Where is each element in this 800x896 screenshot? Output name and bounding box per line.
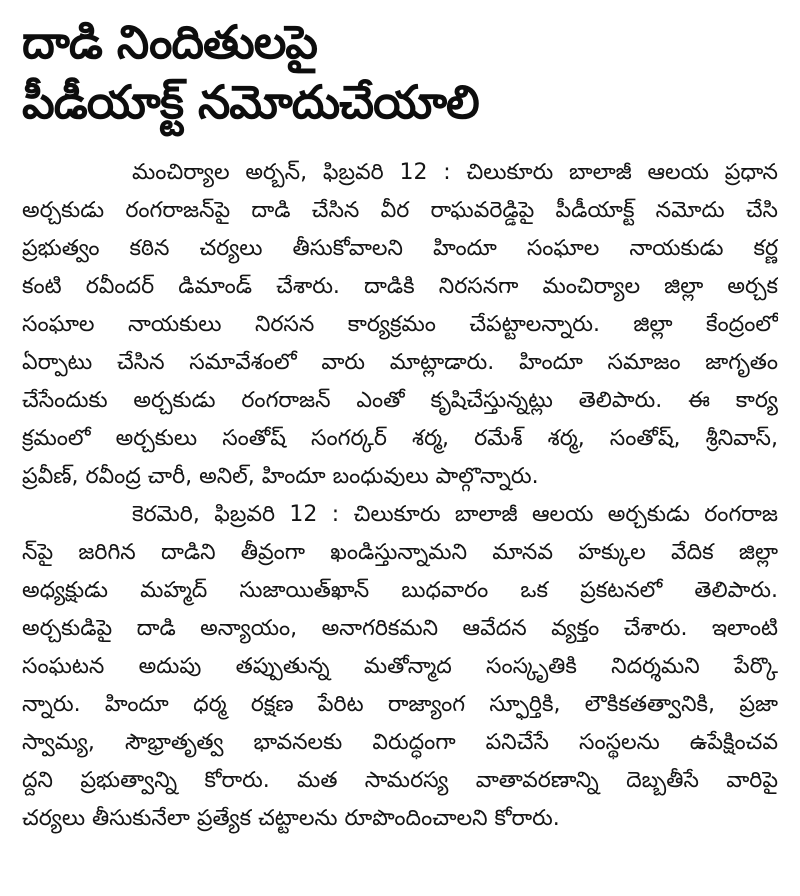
text-line: అధ్యక్షుడు మహ్మద్ సుజాయిత్‌ఖాన్ బుధవారం ఒక ప్రకటనలో తెలిపారు. <box>22 578 778 603</box>
news-article <box>22 12 778 838</box>
text-line: సంఘాల నాయకులు నిరసన కార్యక్రమం చేపట్టాలన్నారు. జిల్లా కేంద్రంలో <box>22 312 778 337</box>
paragraph-kerameri <box>22 496 778 838</box>
text-line: ఏర్పాటు చేసిన సమావేశంలో వారు మాట్లాడారు. హిందూ సమాజం జాగృతం <box>22 350 778 375</box>
headline-line: దాడి నిందితులపై <box>22 15 318 69</box>
text-line: ద్దని ప్రభుత్వాన్ని కోరారు. మత సామరస్య వాతావరణాన్ని దెబ్బతీసే వారిపై <box>22 768 778 793</box>
text-line: క్రమంలో అర్చకులు సంతోష్ సంగర్కర్ శర్మ, రమేశ్ శర్మ, సంతోష్, శ్రీనివాస్, <box>22 426 778 451</box>
text-line: అర్చకుడు రంగరాజన్‌పై దాడి చేసిన వీర రాఘవరెడ్డిపై పీడీయాక్ట్ నమోదు చేసి <box>22 198 778 223</box>
text-line: అర్చకుడిపై దాడి అన్యాయం, అనాగరికమని ఆవేదన వ్యక్తం చేశారు. ఇలాంటి <box>22 616 778 641</box>
text-line: చర్యలు తీసుకునేలా ప్రత్యేక చట్టాలను రూపొందించాలని కోరారు. <box>22 806 560 831</box>
text-line: న్‌పై జరిగిన దాడిని తీవ్రంగా ఖండిస్తున్నామని మానవ హక్కుల వేదిక జిల్లా <box>22 540 778 565</box>
text-line: మంచిర్యాల అర్బన్, ఫిబ్రవరి 12 : చిలుకూరు బాలాజీ ఆలయ ప్రధాన <box>132 160 778 185</box>
text-line: చేసేందుకు అర్చకుడు రంగరాజన్ ఎంతో కృషిచేస్తున్నట్లు తెలిపారు. ఈ కార్య <box>22 388 778 413</box>
text-line: సంఘటన అదుపు తప్పుతున్న మతోన్మాద సంస్కృతికి నిదర్శమని పేర్కొ <box>22 654 778 679</box>
text-line: స్వామ్య, సౌభ్రాతృత్వ భావనలకు విరుద్ధంగా పనిచేసే సంస్థలను ఉపేక్షించవ <box>22 730 778 755</box>
text-line: కంటి రవీందర్ డిమాండ్ చేశారు. దాడికి నిరసనగా మంచిర్యాల జిల్లా అర్చక <box>22 274 778 299</box>
text-line: ప్రభుత్వం కఠిన చర్యలు తీసుకోవాలని హిందూ సంఘాల నాయకుడు కర్ణ <box>22 236 778 261</box>
text-line: న్నారు. హిందూ ధర్మ రక్షణ పేరిట రాజ్యాంగ స్ఫూర్తికి, లౌకికతత్వానికి, ప్రజా <box>22 692 778 717</box>
article-body <box>22 154 778 838</box>
text-line: ప్రవీణ్, రవీంద్ర చారీ, అనిల్, హిందూ బంధువులు పాల్గొన్నారు. <box>22 464 539 489</box>
text-line: కెరమెరి, ఫిబ్రవరి 12 : చిలుకూరు బాలాజీ ఆలయ అర్చకుడు రంగరాజ <box>132 502 778 527</box>
headline <box>22 12 778 132</box>
paragraph-mancherial <box>22 154 778 496</box>
headline-line: పీడీయాక్ట్ నమోదుచేయాలి <box>22 75 479 129</box>
